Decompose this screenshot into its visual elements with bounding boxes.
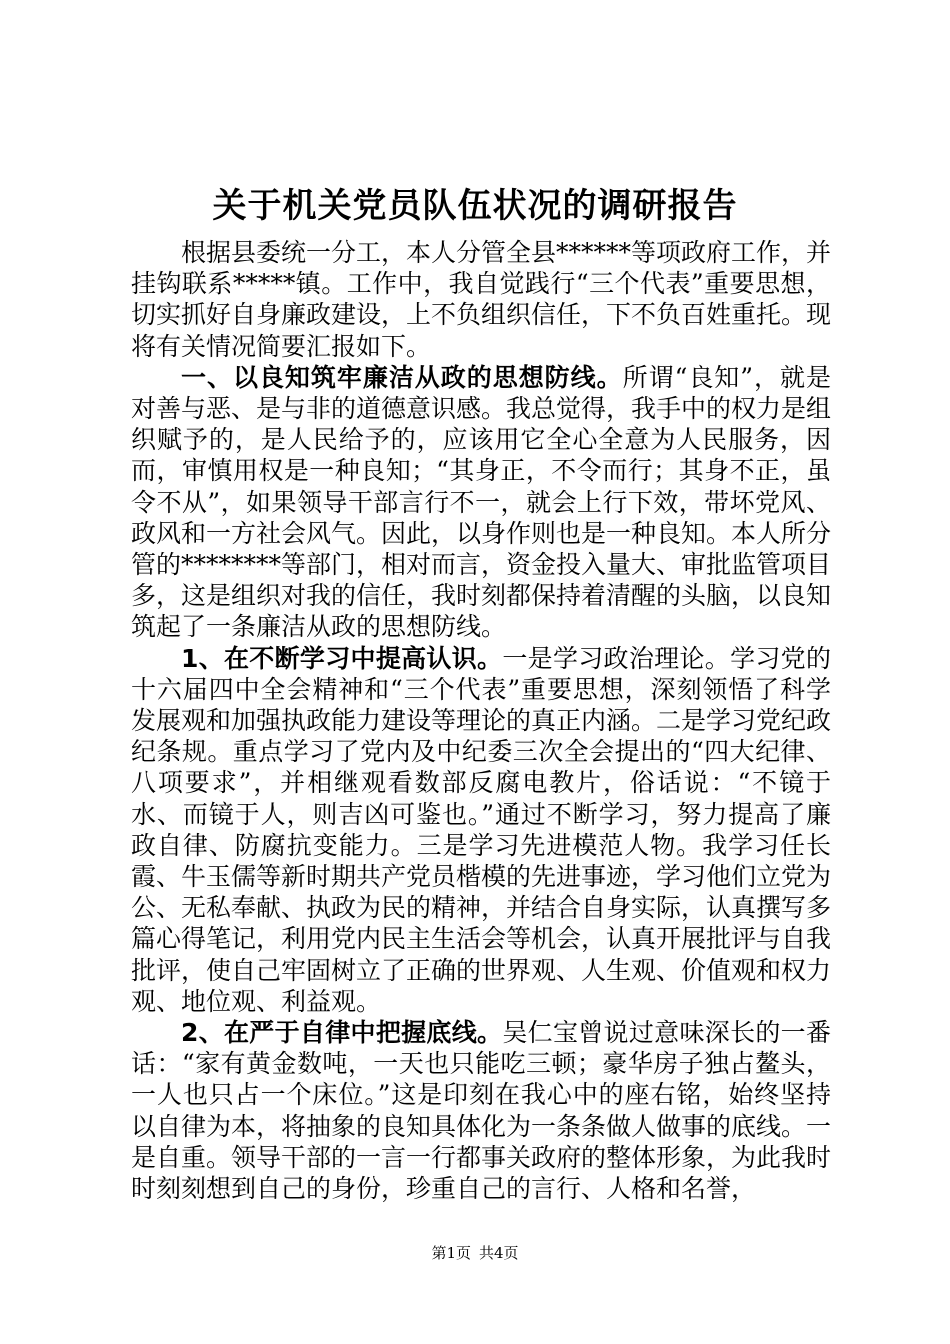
paragraph-subsection-1 [131, 643, 831, 1017]
page-total: 共4页 [479, 1244, 519, 1262]
paragraph-text: 根据县委统一分工，本人分管全县******等项政府工作，并挂钩联系*****镇。工作中，我自觉践行“三个代表”重要思想，切实抓好自身廉政建设，上不负组织信任，下不负百姓重托。现将有关情况简要汇报如下。 [131, 238, 832, 361]
paragraph-text: 吴仁宝曾说过意味深长的一番话：“家有黄金数吨，一天也只能吃三顿；豪华房子独占鳌头，一人也只占一个床位。”这是印刻在我心中的座右铭，始终坚持以自律为本，将抽象的良知具体化为一条条做人做事的底线。一是自重。领导干部的一言一行都事关政府的整体形象，为此我时时刻刻想到自己的身份，珍重自己的言行、人格和名誉， [131, 1018, 832, 1204]
paragraph-intro [131, 237, 831, 362]
subsection-heading: 1、在不断学习中提高认识。 [181, 643, 503, 673]
document-body [131, 237, 831, 1204]
section-heading: 一、以良知筑牢廉洁从政的思想防线。 [181, 362, 623, 392]
paragraph-text: 所谓“良知”，就是对善与恶、是与非的道德意识感。我总觉得，我手中的权力是组织赋予的，是人民给予的，应该用它全心全意为人民服务，因而，审慎用权是一种良知；“其身正，不令而行；其身不正，虽令不从”，如果领导干部言行不一，就会上行下效，带坏党风、政风和一方社会风气。因此，以身作则也是一种良知。本人所分管的********等部门，相对而言，资金投入量大、审批监管项目多，这是组织对我的信任，我时刻都保持着清醒的头脑，以良知筑起了一条廉洁从政的思想防线。 [131, 362, 832, 642]
paragraph-subsection-2 [131, 1017, 831, 1204]
page-number: 第1页 [431, 1244, 471, 1262]
subsection-heading: 2、在严于自律中把握底线。 [181, 1018, 503, 1048]
paragraph-text: 一是学习政治理论。学习党的十六届四中全会精神和“三个代表”重要思想，深刻领悟了科学发展观和加强执政能力建设等理论的真正内涵。二是学习党纪政纪条规。重点学习了党内及中纪委三次全会提出的“四大纪律、八项要求”，并相继观看数部反腐电教片，俗话说：“不镜于水、而镜于人，则吉凶可鉴也。”通过不断学习，努力提高了廉政自律、防腐抗变能力。三是学习先进模范人物。我学习任长霞、牛玉儒等新时期共产党员楷模的先进事迹，学习他们立党为公、无私奉献、执政为民的精神，并结合自身实际，认真撰写多篇心得笔记，利用党内民主生活会等机会，认真开展批评与自我批评，使自己牢固树立了正确的世界观、人生观、价值观和权力观、地位观、利益观。 [131, 643, 832, 1016]
paragraph-section-1 [131, 362, 831, 643]
document-title: 关于机关党员队伍状况的调研报告 [212, 186, 738, 226]
page-footer [0, 1243, 950, 1263]
